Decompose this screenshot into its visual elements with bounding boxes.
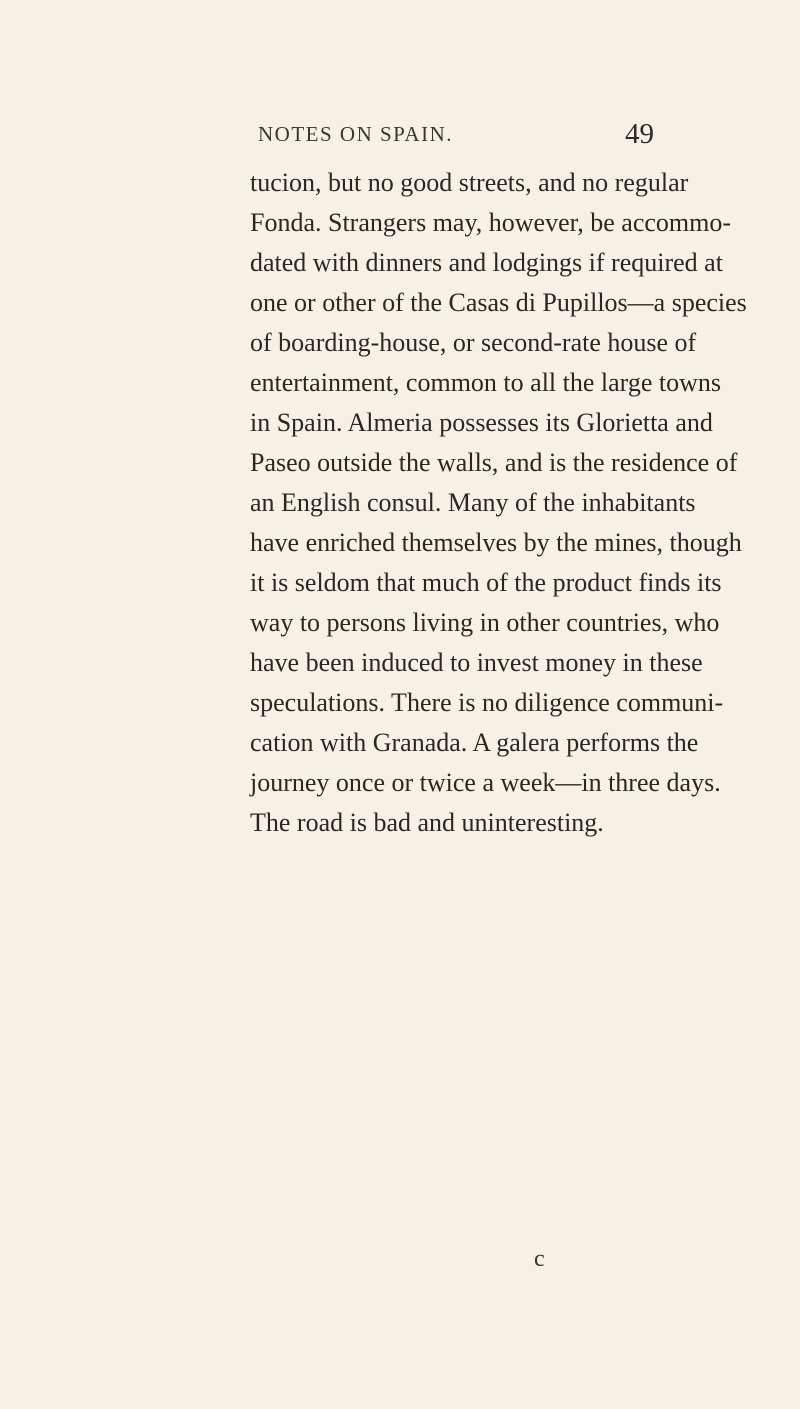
text-line: have been induced to invest money in these xyxy=(250,648,703,677)
text-line: speculations. There is no diligence communi- xyxy=(250,688,724,717)
text-line: way to persons living in other countries, who xyxy=(250,608,720,637)
signature-mark: c xyxy=(534,1246,545,1272)
text-line: The road is bad and uninteresting. xyxy=(250,808,604,837)
text-line: it is seldom that much of the product finds its xyxy=(250,568,722,597)
text-line: journey once or twice a week—in three days. xyxy=(250,768,721,797)
text-line: Paseo outside the walls, and is the residence of xyxy=(250,448,738,477)
running-head xyxy=(258,120,658,160)
running-title: NOTES ON SPAIN. xyxy=(258,122,454,146)
text-line: one or other of the Casas di Pupillos—a species xyxy=(250,288,747,317)
page-number: 49 xyxy=(625,118,654,150)
text-line: of boarding-house, or second-rate house of xyxy=(250,328,697,357)
text-line: dated with dinners and lodgings if required at xyxy=(250,248,723,277)
text-line: have enriched themselves by the mines, though xyxy=(250,528,742,557)
text-line: an English consul. Many of the inhabitants xyxy=(250,488,696,517)
text-line: Fonda. Strangers may, however, be accommo- xyxy=(250,208,732,237)
text-line: tucion, but no good streets, and no regular xyxy=(250,168,689,197)
text-line: in Spain. Almeria possesses its Glorietta and xyxy=(250,408,713,437)
text-line: cation with Granada. A galera performs the xyxy=(250,728,699,757)
text-line: entertainment, common to all the large towns xyxy=(250,368,722,397)
